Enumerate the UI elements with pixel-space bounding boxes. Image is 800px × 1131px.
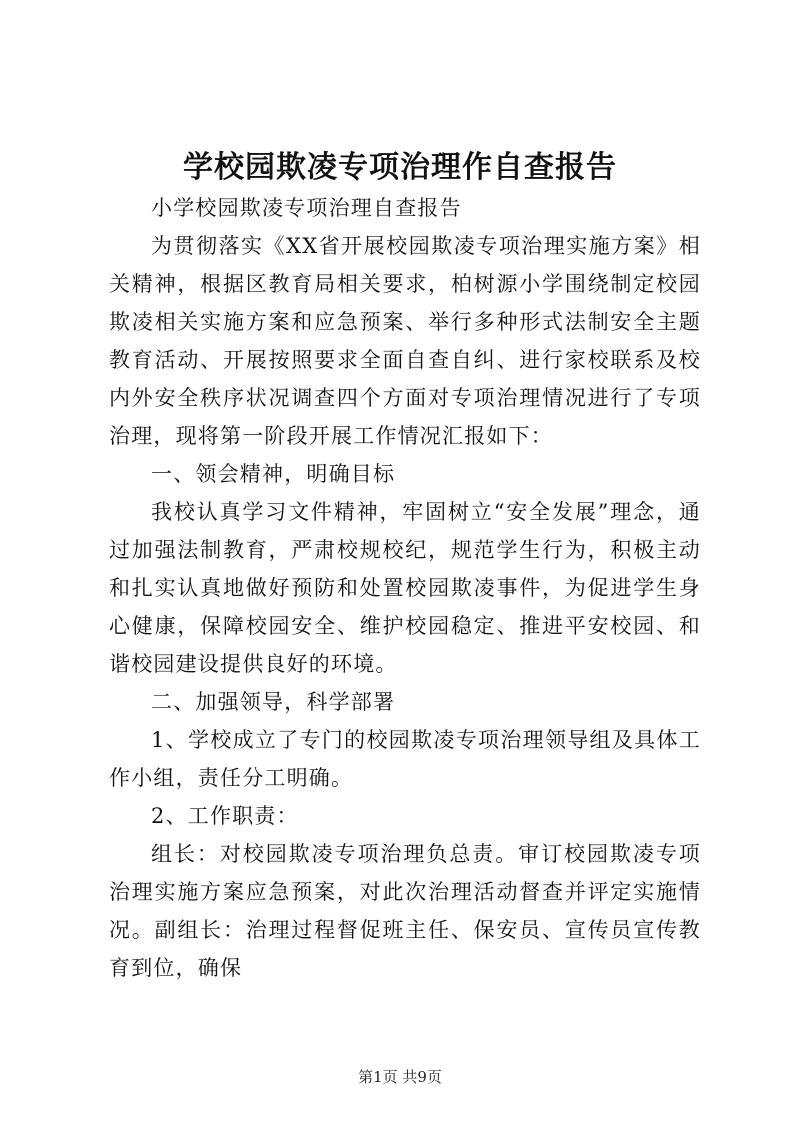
- page-number-label: 第1页 共9页: [358, 1068, 442, 1086]
- page-footer: [0, 1066, 800, 1087]
- section-heading-1: 一、领会精神，明确目标: [151, 462, 396, 486]
- document-body: [109, 189, 701, 987]
- paragraph-section-1: 我校认真学习文件精神，牢固树立“安全发展”理念，通过加强法制教育，严肃校规校纪，规范学生行为，积极主动和扎实认真地做好预防和处置校园欺凌事件，为促进学生身心健康，保障校园安全、维护校园稳定、推进平安校园、和谐校园建设提供良好的环境。: [109, 500, 701, 676]
- paragraph-item-2: 2、工作职责：: [151, 804, 299, 828]
- paragraph-subtitle: 小学校园欺凌专项治理自查报告: [151, 196, 462, 220]
- section-heading-2: 二、加强领导，科学部署: [151, 690, 396, 714]
- document-title: 学校园欺凌专项治理作自查报告: [183, 150, 617, 185]
- paragraph-duties: 组长：对校园欺凌专项治理负总责。审订校园欺凌专项治理实施方案应急预案，对此次治理活动督查并评定实施情况。副组长：治理过程督促班主任、保安员、宣传员宣传教育到位，确保: [109, 842, 701, 980]
- paragraph-item-1: 1、学校成立了专门的校园欺凌专项治理领导组及具体工作小组，责任分工明确。: [109, 728, 701, 790]
- paragraph-intro: 为贯彻落实《XX省开展校园欺凌专项治理实施方案》相关精神，根据区教育局相关要求，柏树源小学围绕制定校园欺凌相关实施方案和应急预案、举行多种形式法制安全主题教育活动、开展按照要求全面自查自纠、进行家校联系及校内外安全秩序状况调查四个方面对专项治理情况进行了专项治理，现将第一阶段开展工作情况汇报如下：: [109, 234, 701, 448]
